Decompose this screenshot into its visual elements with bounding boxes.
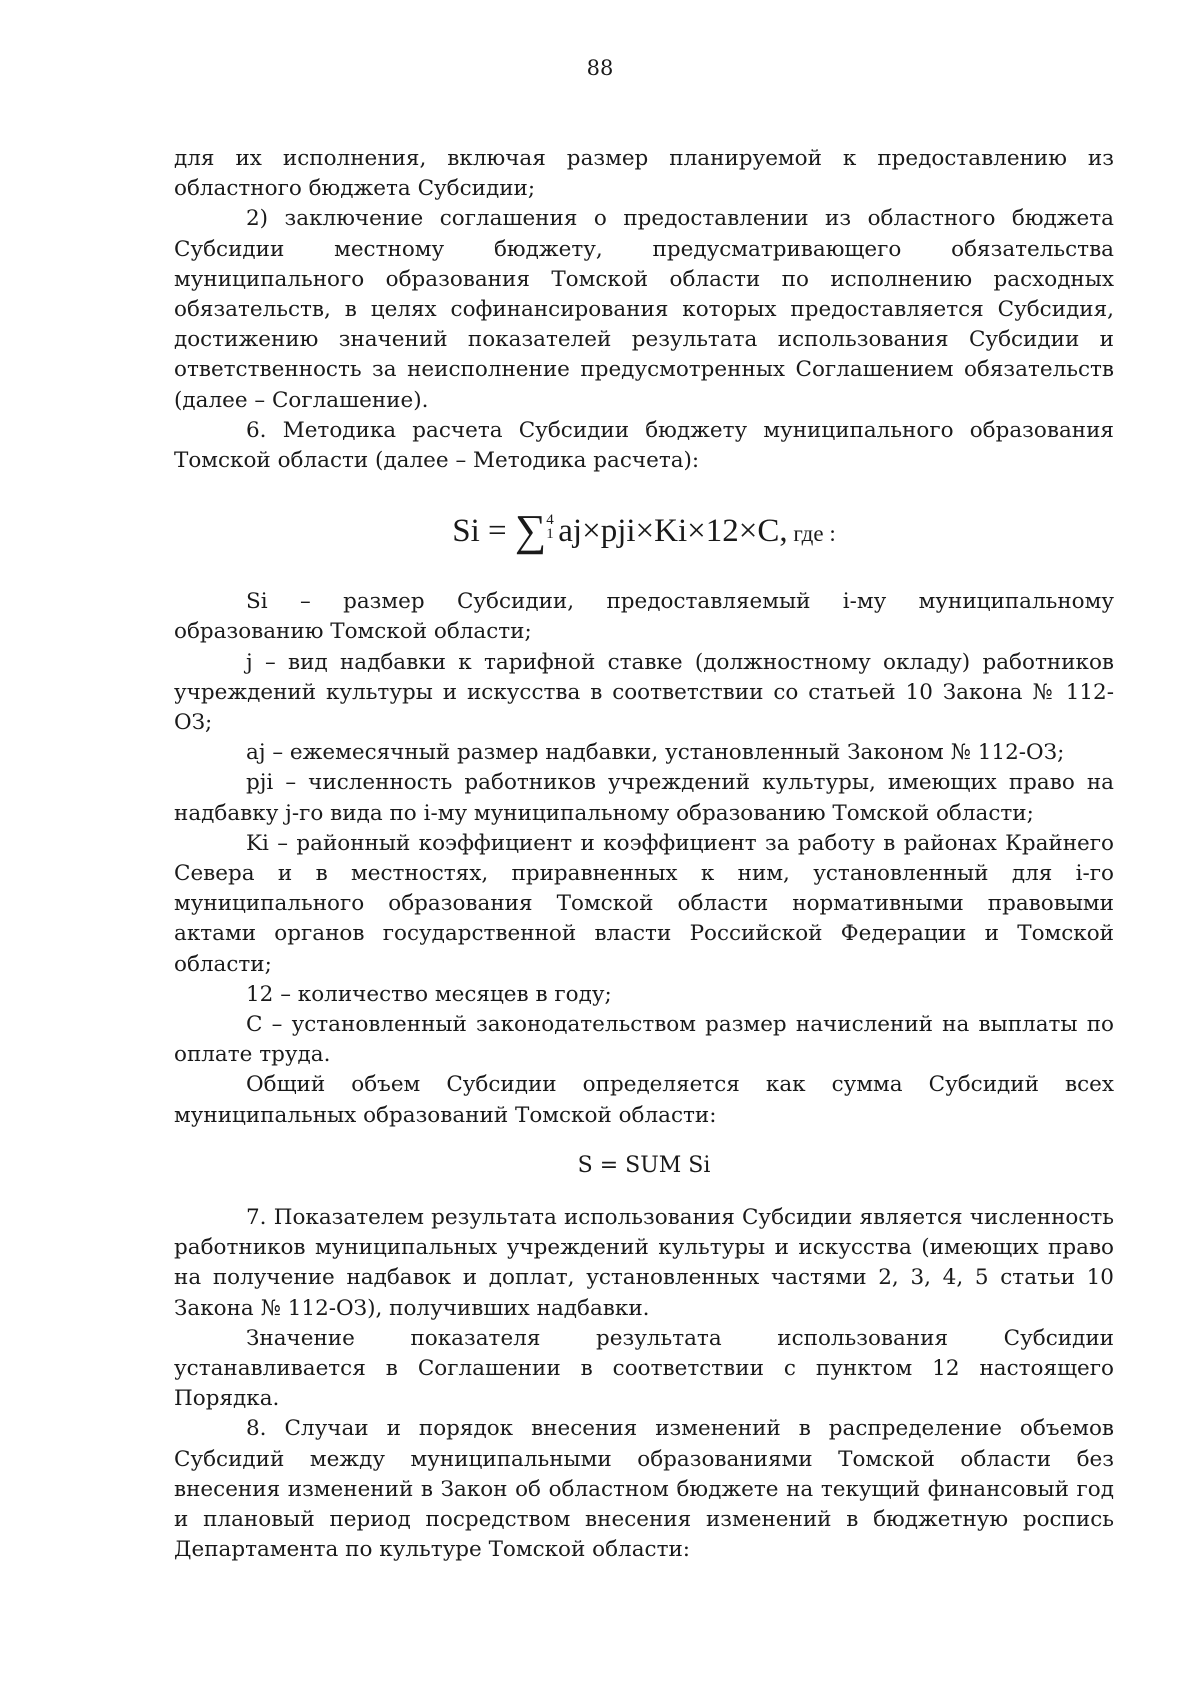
lower-limit: 1	[546, 526, 554, 543]
definition-j: j – вид надбавки к тарифной ставке (должностному окладу) работников учреждений культуры и искусства в соответствии со статьей 10 Закона № 112-ОЗ;	[174, 649, 1114, 736]
page-number: 88	[586, 56, 614, 80]
paragraph-indicator-value: Значение показателя результата использования Субсидии устанавливается в Соглашении в соответствии с пунктом 12 настоящего Порядка.	[174, 1325, 1114, 1412]
subsidy-formula	[174, 508, 1114, 557]
formula-body: aj×pji×Ki×12×C,	[558, 513, 788, 550]
paragraph-methodology: 6. Методика расчета Субсидии бюджету муниципального образования Томской области (далее – Методика расчета):	[174, 417, 1114, 474]
paragraph-result-indicator: 7. Показателем результата использования Субсидии является численность работников муниципальных учреждений культуры и искусства (имеющих право на получение надбавок и доплат, установленных частями 2, 3, 4, 5 статьи 10 Закона № 112-ОЗ), получивших надбавки.	[174, 1204, 1114, 1321]
summation-sign: ∑	[514, 506, 547, 556]
definition-pji: pji – численность работников учреждений культуры, имеющих право на надбавку j-го вида по i-му муниципальному образованию Томской области;	[174, 770, 1114, 826]
formula-lhs: Si =	[452, 513, 507, 550]
summation-limits	[546, 511, 558, 547]
paragraph-agreement: 2) заключение соглашения о предоставлении из областного бюджета Субсидии местному бюджету, предусматривающего обязательства муниципального образования Томской области по исполнению расходных обязательств, в целях софинансирования которых предоставляется Субсидия, достижению значений показателей результата использования Субсидии и ответственность за неисполнение предусмотренных Соглашением обязательств (далее – Соглашение).	[174, 206, 1114, 413]
definition-aj: aj – ежемесячный размер надбавки, установленный Законом № 112-ОЗ;	[246, 740, 1065, 766]
definition-ki: Ki – районный коэффициент и коэффициент за работу в районах Крайнего Севера и в местностях, приравненных к ним, установленный для i-го муниципального образования Томской области нормативными правовыми актами органов государственной власти Российской Федерации и Томской области;	[174, 830, 1114, 977]
definition-c: C – установленный законодательством размер начислений на выплаты по оплате труда.	[174, 1012, 1114, 1068]
paragraph-total-volume: Общий объем Субсидии определяется как сумма Субсидий всех муниципальных образований Томской области:	[174, 1072, 1114, 1128]
paragraph-changes: 8. Случаи и порядок внесения изменений в распределение объемов Субсидий между муниципальными образованиями Томской области без внесения изменений в Закон об областном бюджете на текущий финансовый год и плановый период посредством внесения изменений в бюджетную роспись Департамента по культуре Томской области:	[174, 1416, 1114, 1563]
total-sum-formula: S = SUM Si	[577, 1152, 711, 1178]
definition-months: 12 – количество месяцев в году;	[246, 981, 612, 1007]
document-body	[174, 144, 1114, 1565]
definition-si: Si – размер Субсидии, предоставляемый i-му муниципальному образованию Томской области;	[174, 589, 1114, 645]
formula-suffix: где :	[787, 521, 836, 547]
paragraph-continuation: для их исполнения, включая размер планируемой к предоставлению из областного бюджета Субсидии;	[174, 146, 1114, 202]
upper-limit: 4	[546, 512, 554, 529]
